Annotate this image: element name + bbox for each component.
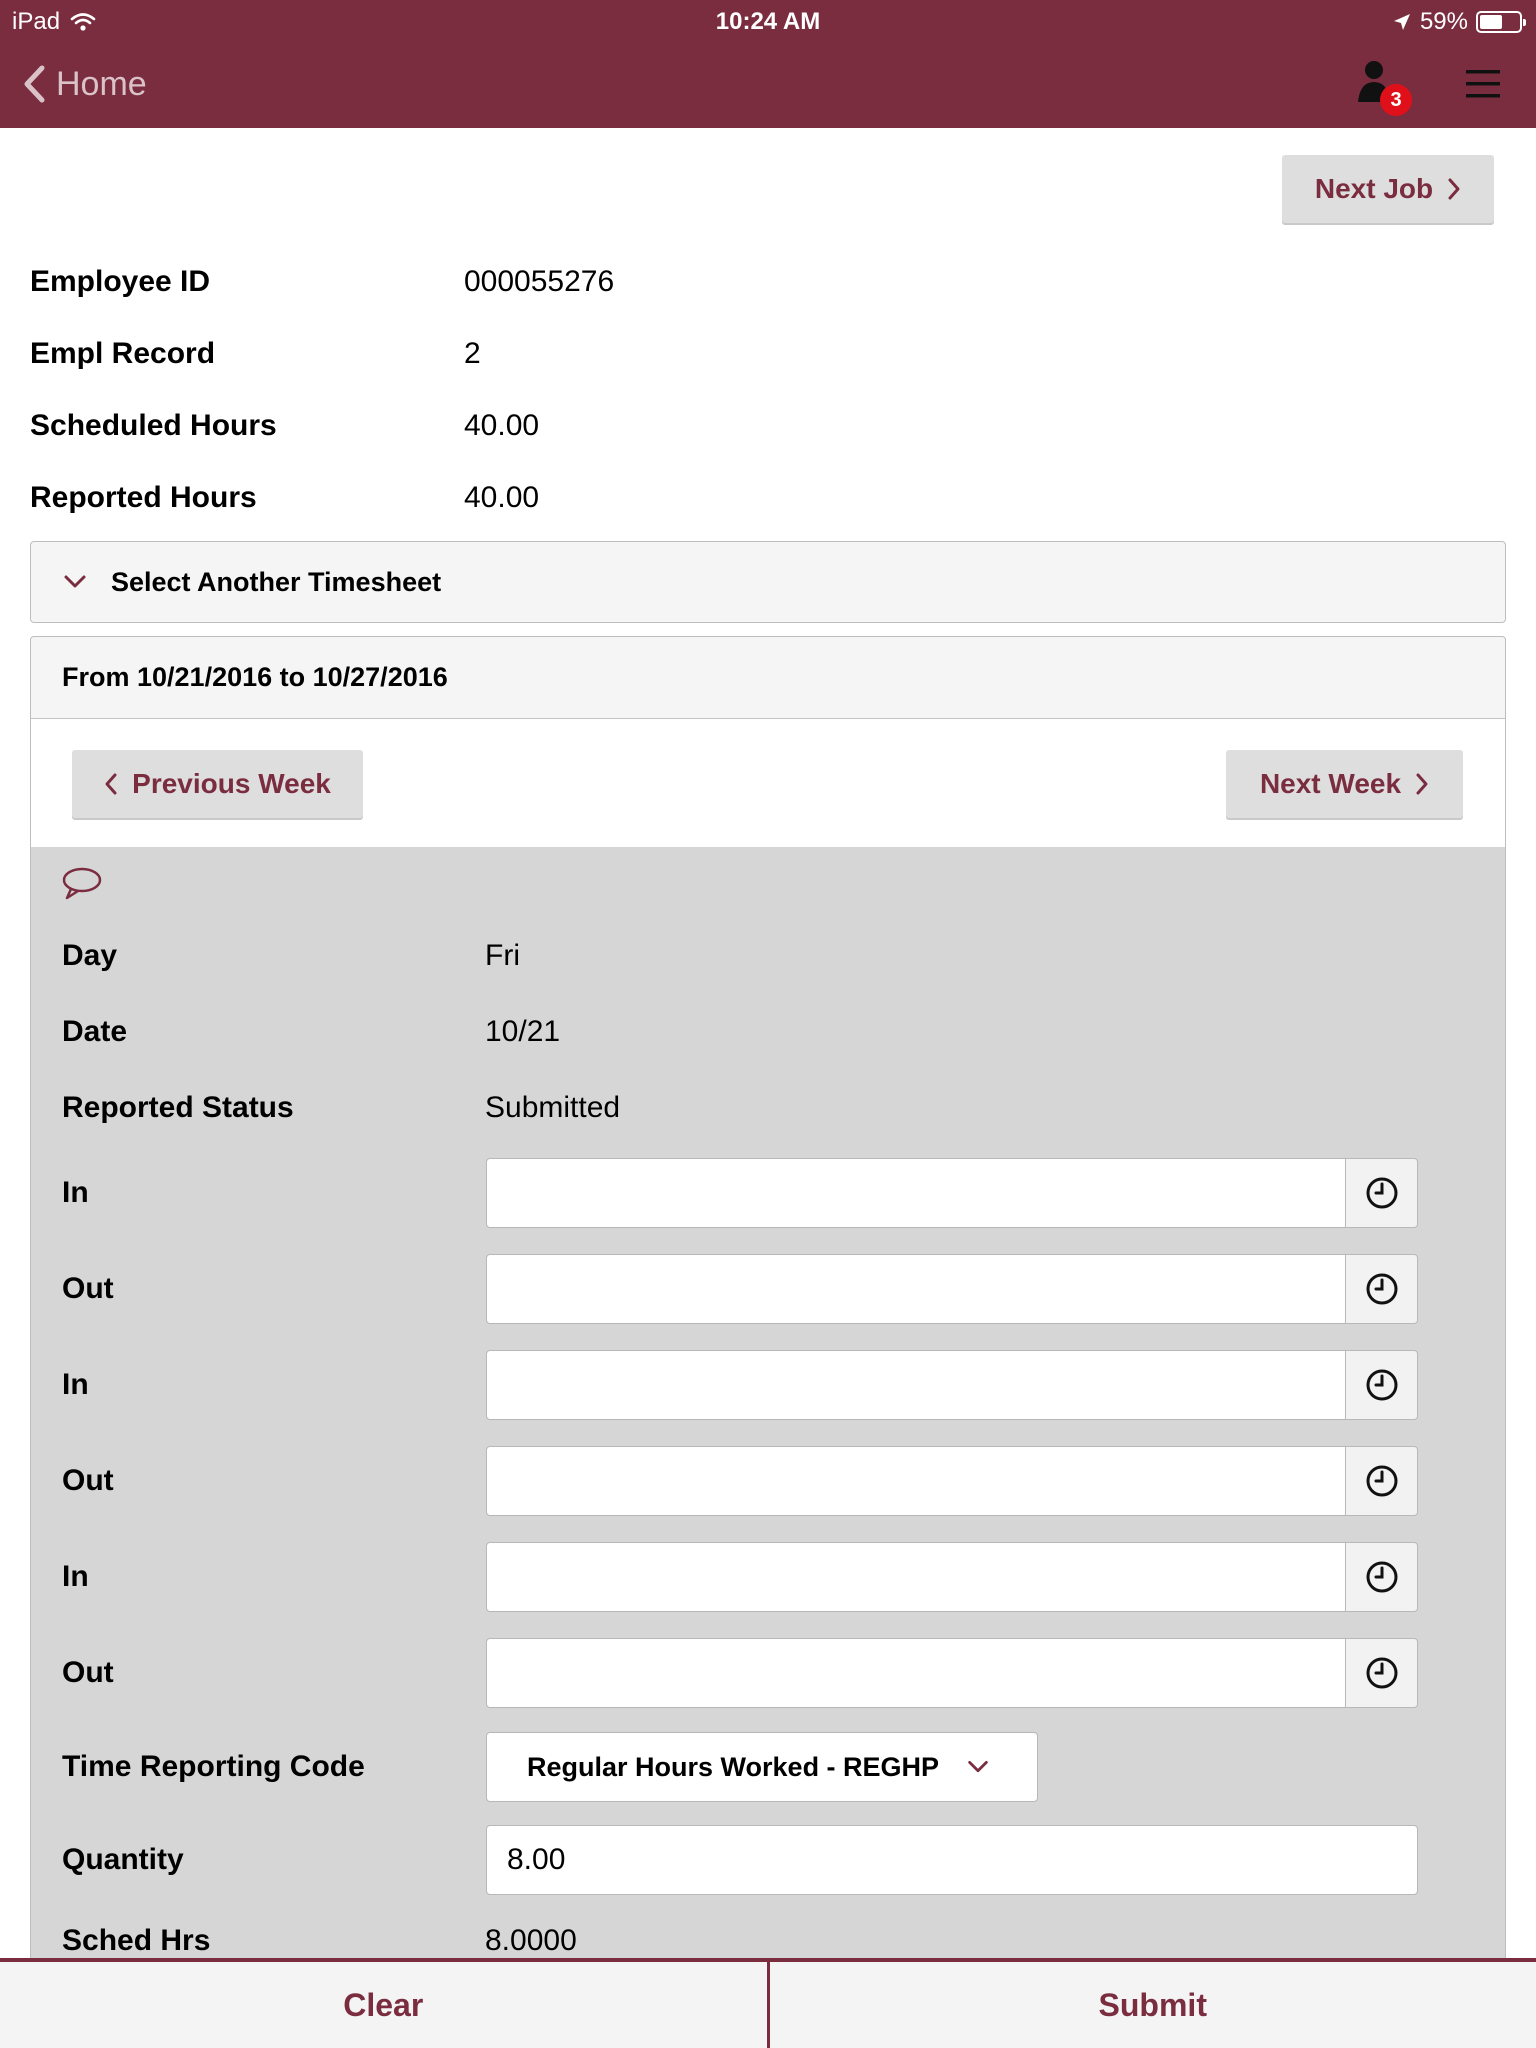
timesheet-range: From 10/21/2016 to 10/27/2016	[31, 637, 1505, 719]
punch-row: In	[62, 1560, 89, 1593]
date-value: 10/21	[485, 1015, 561, 1048]
scheduled-hours-value: 40.00	[464, 409, 540, 442]
day-row: Day Fri	[62, 939, 520, 972]
chevron-right-icon	[1415, 772, 1429, 796]
date-row: Date 10/21	[62, 1015, 561, 1048]
previous-week-button[interactable]: Previous Week	[72, 750, 363, 818]
clock-icon	[1365, 1560, 1399, 1594]
select-another-timesheet-toggle[interactable]: Select Another Timesheet	[30, 541, 1506, 623]
next-job-button[interactable]: Next Job	[1282, 155, 1494, 223]
battery-icon	[1476, 11, 1522, 33]
trc-row: Time Reporting Code	[62, 1750, 365, 1783]
sched-hrs-row: Sched Hrs 8.0000	[62, 1924, 577, 1957]
chevron-left-icon	[104, 772, 118, 796]
punch-row: Out	[62, 1272, 114, 1305]
punch-out-field	[486, 1638, 1418, 1708]
time-picker-button[interactable]	[1345, 1447, 1417, 1515]
chevron-down-icon	[61, 568, 89, 596]
location-arrow-icon	[1392, 12, 1412, 32]
submit-button[interactable]: Submit	[770, 1962, 1536, 2048]
employee-id-row: Employee ID 000055276	[30, 265, 615, 298]
punch-row: In	[62, 1368, 89, 1401]
battery-percent: 59%	[1419, 8, 1468, 35]
punch-out-field	[486, 1446, 1418, 1516]
clock-icon	[1365, 1176, 1399, 1210]
chevron-right-icon	[1447, 177, 1461, 201]
comment-icon[interactable]	[61, 865, 103, 901]
back-label: Home	[56, 64, 147, 103]
day-value: Fri	[485, 939, 520, 972]
punch-row: Out	[62, 1656, 114, 1689]
back-button[interactable]	[22, 62, 147, 106]
punch-in-field	[486, 1158, 1418, 1228]
quantity-input[interactable]	[487, 1826, 1417, 1894]
reported-hours-value: 40.00	[464, 481, 540, 514]
empl-record-value: 2	[464, 337, 481, 370]
punch-in-input[interactable]	[487, 1543, 1345, 1611]
clear-button[interactable]: Clear	[0, 1962, 767, 2048]
punch-row: Out	[62, 1464, 114, 1497]
punch-in-input[interactable]	[487, 1351, 1345, 1419]
next-week-button[interactable]: Next Week	[1226, 750, 1463, 818]
status-bar	[0, 0, 1536, 42]
chevron-left-icon	[22, 64, 46, 104]
clock-icon	[1365, 1368, 1399, 1402]
week-navigation	[31, 719, 1505, 847]
reported-status-row: Reported Status Submitted	[62, 1091, 621, 1124]
time-reporting-code-select[interactable]	[486, 1732, 1038, 1802]
punch-in-field	[486, 1542, 1418, 1612]
employee-id-value: 000055276	[464, 265, 615, 298]
clock-icon	[1365, 1656, 1399, 1690]
status-time: 10:24 AM	[715, 8, 821, 35]
punch-in-input[interactable]	[487, 1159, 1345, 1227]
clock-icon	[1365, 1272, 1399, 1306]
punch-out-input[interactable]	[487, 1447, 1345, 1515]
time-picker-button[interactable]	[1345, 1351, 1417, 1419]
time-picker-button[interactable]	[1345, 1543, 1417, 1611]
time-picker-button[interactable]	[1345, 1159, 1417, 1227]
empl-record-row: Empl Record 2	[30, 337, 481, 370]
sched-hrs-value: 8.0000	[485, 1924, 577, 1957]
reported-hours-row: Reported Hours 40.00	[30, 481, 540, 514]
time-picker-button[interactable]	[1345, 1639, 1417, 1707]
footer-actions	[0, 1958, 1536, 2048]
notification-badge: 3	[1380, 84, 1412, 116]
chevron-down-icon	[965, 1754, 991, 1780]
user-notifications-button[interactable]	[1356, 58, 1412, 118]
hamburger-menu-icon[interactable]	[1464, 66, 1504, 102]
punch-out-field	[486, 1254, 1418, 1324]
day-entry	[31, 847, 1505, 2048]
top-bar	[0, 0, 1536, 128]
quantity-field	[486, 1825, 1418, 1895]
timesheet-panel	[30, 636, 1506, 2048]
quantity-row: Quantity	[62, 1843, 184, 1876]
clock-icon	[1365, 1464, 1399, 1498]
device-name: iPad	[12, 8, 61, 35]
trc-selected-value: Regular Hours Worked - REGHP	[527, 1751, 940, 1782]
punch-in-field	[486, 1350, 1418, 1420]
reported-status-value: Submitted	[485, 1091, 621, 1124]
punch-row: In	[62, 1176, 89, 1209]
punch-out-input[interactable]	[487, 1255, 1345, 1323]
scheduled-hours-row: Scheduled Hours 40.00	[30, 409, 540, 442]
punch-out-input[interactable]	[487, 1639, 1345, 1707]
time-picker-button[interactable]	[1345, 1255, 1417, 1323]
